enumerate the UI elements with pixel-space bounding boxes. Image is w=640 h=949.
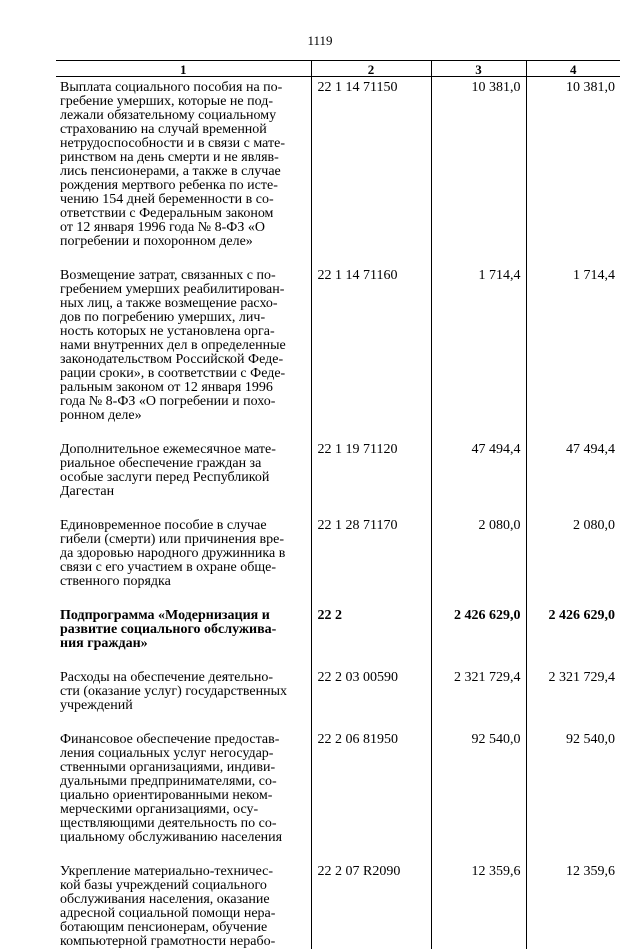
description-line: ществляющими деятельность по со- [60,817,311,831]
row-amount-col3: 92 540,0 [431,733,526,865]
page-number: 1119 [0,34,640,48]
description-line: нетрудоспособности и в связи с мате- [60,137,311,151]
description-line: рождения мертвого ребенка по исте- [60,179,311,193]
description-line: ринством на день смерти и не являв- [60,151,311,165]
description-line: циальному обслуживанию населения [60,831,311,845]
description-line: погребении и похоронном деле» [60,235,311,249]
description-line: Расходы на обеспечение деятельно- [60,671,311,685]
row-description [56,269,311,443]
description-line: ственного порядка [60,575,311,589]
description-line: Финансовое обеспечение предостав- [60,733,311,747]
row-amount-col4: 92 540,0 [526,733,620,865]
column-header-2: 2 [311,61,431,77]
row-amount-col4: 2 426 629,0 [526,609,620,671]
description-line: чению 154 дней беременности в со- [60,193,311,207]
row-description [56,865,311,949]
row-amount-col3: 2 426 629,0 [431,609,526,671]
row-amount-col3: 12 359,6 [431,865,526,949]
row-description [56,733,311,865]
row-amount-col3: 2 321 729,4 [431,671,526,733]
row-description [56,609,311,671]
description-line: ронном деле» [60,409,311,423]
description-line: Единовременное пособие в случае [60,519,311,533]
row-code: 22 1 14 71160 [311,269,431,443]
description-line: ления социальных услуг негосудар- [60,747,311,761]
description-line: рации сроки», в соответствии с Феде- [60,367,311,381]
table-row [56,77,620,270]
description-line: мерческими организациями, осу- [60,803,311,817]
description-line: нами внутренних дел в определенные [60,339,311,353]
row-amount-col4: 2 321 729,4 [526,671,620,733]
description-line: от 12 января 1996 года № 8-ФЗ «О [60,221,311,235]
description-line: компьютерной грамотности нерабо- [60,935,311,949]
row-description [56,443,311,519]
description-line: ния граждан» [60,637,311,651]
row-code: 22 2 07 R2090 [311,865,431,949]
row-amount-col3: 47 494,4 [431,443,526,519]
description-line: ботающим пенсионерам, обучение [60,921,311,935]
table-row [56,671,620,733]
description-line: ность которых не установлена орга- [60,325,311,339]
description-line: адресной социальной помощи нера- [60,907,311,921]
table-row [56,865,620,949]
description-line: дуальными предпринимателями, со- [60,775,311,789]
description-line: развитие социального обслужива- [60,623,311,637]
table-body [56,77,620,949]
description-line: учреждений [60,699,311,713]
description-line: страхованию на случай временной [60,123,311,137]
table-row [56,443,620,519]
description-line: Подпрограмма «Модернизация и [60,609,311,623]
row-amount-col4: 2 080,0 [526,519,620,609]
row-amount-col3: 10 381,0 [431,77,526,270]
description-line: лись пенсионерами, а также в случае [60,165,311,179]
description-line: гребением умерших реабилитирован- [60,283,311,297]
description-line: ральным законом от 12 января 1996 [60,381,311,395]
row-code: 22 2 03 00590 [311,671,431,733]
table-row [56,609,620,671]
row-amount-col4: 10 381,0 [526,77,620,270]
description-line: ных лиц, а также возмещение расхо- [60,297,311,311]
description-line: ответствии с Федеральным законом [60,207,311,221]
budget-table [56,60,620,949]
description-line: года № 8-ФЗ «О погребении и похо- [60,395,311,409]
column-header-3: 3 [431,61,526,77]
row-description [56,519,311,609]
column-header-1: 1 [56,61,311,77]
row-description [56,77,311,270]
description-line: Дагестан [60,485,311,499]
description-line: лежали обязательному социальному [60,109,311,123]
description-line: циально ориентированными неком- [60,789,311,803]
description-line: Укрепление материально-техничес- [60,865,311,879]
description-line: кой базы учреждений социального [60,879,311,893]
description-line: Возмещение затрат, связанных с по- [60,269,311,283]
row-code: 22 2 06 81950 [311,733,431,865]
row-code: 22 1 19 71120 [311,443,431,519]
row-description [56,671,311,733]
description-line: Дополнительное ежемесячное мате- [60,443,311,457]
row-code: 22 1 14 71150 [311,77,431,270]
table-row [56,269,620,443]
description-line: особые заслуги перед Республикой [60,471,311,485]
row-amount-col3: 1 714,4 [431,269,526,443]
table-row [56,519,620,609]
description-line: обслуживания населения, оказание [60,893,311,907]
table-row [56,733,620,865]
description-line: дов по погребению умерших, лич- [60,311,311,325]
row-amount-col3: 2 080,0 [431,519,526,609]
row-amount-col4: 1 714,4 [526,269,620,443]
description-line: сти (оказание услуг) государственных [60,685,311,699]
row-code: 22 1 28 71170 [311,519,431,609]
description-line: ственными организациями, индиви- [60,761,311,775]
description-line: гребение умерших, которые не под- [60,95,311,109]
description-line: Выплата социального пособия на по- [60,81,311,95]
description-line: гибели (смерти) или причинения вре- [60,533,311,547]
description-line: законодательством Российской Феде- [60,353,311,367]
column-header-4: 4 [526,61,620,77]
description-line: да здоровью народного дружинника в [60,547,311,561]
header-row [56,61,620,77]
description-line: связи с его участием в охране обще- [60,561,311,575]
row-amount-col4: 47 494,4 [526,443,620,519]
row-code: 22 2 [311,609,431,671]
row-amount-col4: 12 359,6 [526,865,620,949]
description-line: риальное обеспечение граждан за [60,457,311,471]
